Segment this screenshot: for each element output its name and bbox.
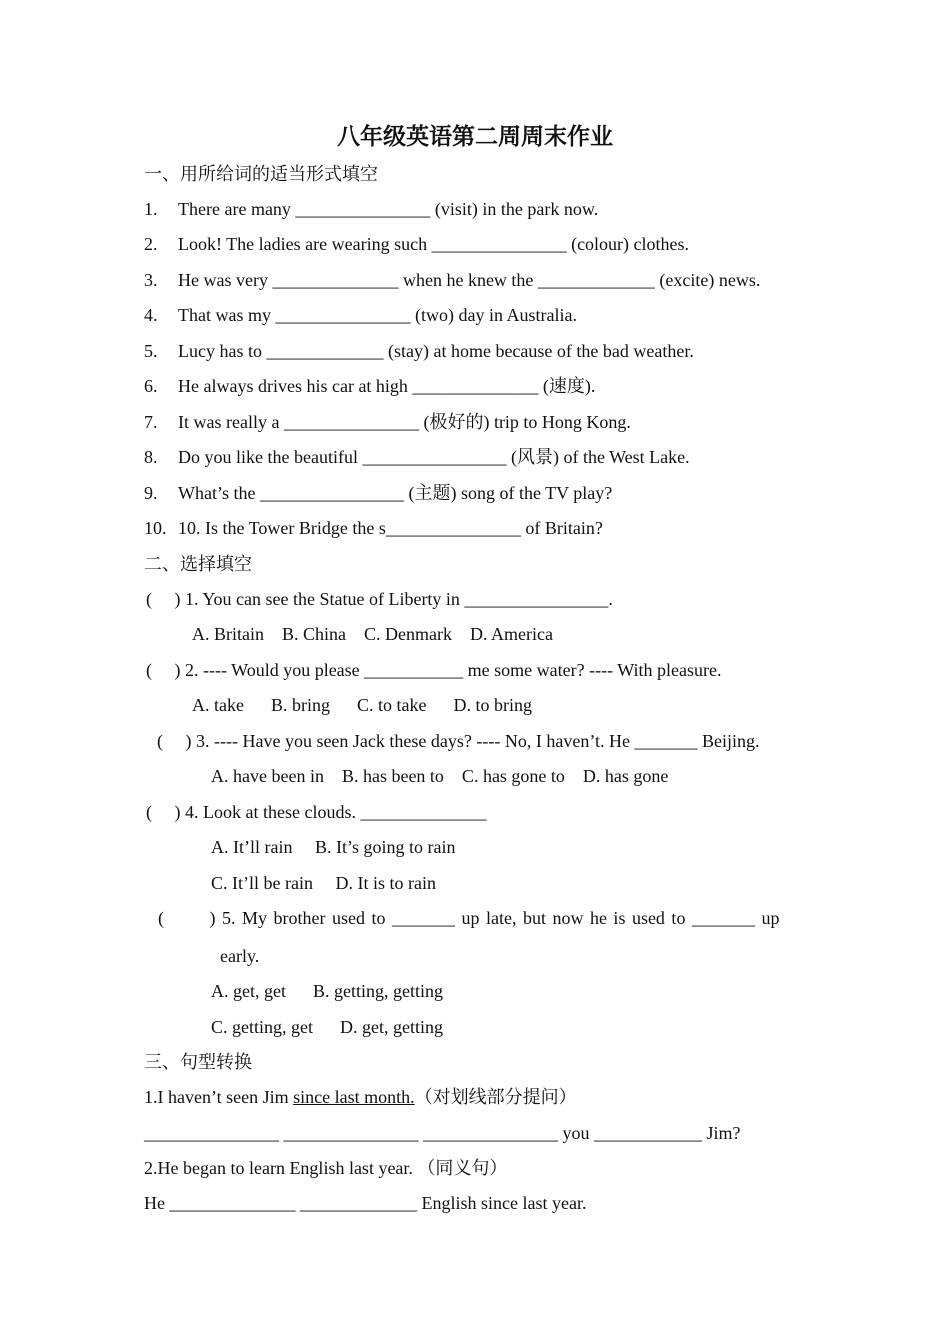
instruction-note: （同义句） [417,1158,508,1178]
mc-options-5a: A. get, get B. getting, getting [211,981,443,1001]
mc-question-5: ( ) 5. My brother used to _______ up late, but now he is used to _______ up [158,908,780,928]
answer-line-2: He ______________ _____________ English since last year. [144,1193,587,1213]
transform-sentence-2 [144,1157,507,1179]
item-text: It was really a _______________ (极好的) trip to Hong Kong. [178,412,631,432]
section-heading-3: 三、句型转换 [144,1052,252,1072]
fill-item-3 [144,269,760,291]
item-number: 8. [144,447,158,467]
mc-question-5-continuation: early. [220,946,260,966]
mc-options-4a: A. It’ll rain B. It’s going to rain [211,837,456,857]
item-text: That was my _______________ (two) day in Australia. [178,305,577,325]
item-number: 6. [144,376,158,396]
item-text: 10. Is the Tower Bridge the s_______________ of Britain? [178,518,603,538]
item-text: Lucy has to _____________ (stay) at home because of the bad weather. [178,341,694,361]
fill-item-2 [144,233,689,255]
fill-item-6 [144,375,595,397]
fill-item-8 [144,446,690,468]
mc-options-1: A. Britain B. China C. Denmark D. America [192,624,553,644]
mc-question-2: ( ) 2. ---- Would you please ___________ me some water? ---- With pleasure. [146,660,722,680]
item-number: 5. [144,341,158,361]
mc-options-4b: C. It’ll be rain D. It is to rain [211,873,436,893]
item-text: There are many _______________ (visit) in the park now. [178,199,599,219]
section-heading-2: 二、选择填空 [144,554,252,574]
mc-options-5b: C. getting, get D. get, getting [211,1017,443,1037]
transform-sentence-1 [144,1086,577,1108]
answer-line-1: _______________ _______________ _______________ you ____________ Jim? [144,1123,741,1143]
item-text: He was very ______________ when he knew the _____________ (excite) news. [178,270,761,290]
sentence-text: 1.I haven’t seen Jim [144,1087,294,1107]
fill-item-5 [144,340,694,362]
sentence-text: 2.He began to learn English last year. [144,1158,413,1178]
instruction-note: （对划线部分提问） [414,1087,577,1107]
item-number: 4. [144,305,158,325]
item-text: What’s the ________________ (主题) song of the TV play? [178,483,613,503]
fill-item-1 [144,198,598,220]
mc-question-4: ( ) 4. Look at these clouds. ______________ [146,802,487,822]
underlined-phrase: since last month. [293,1087,415,1107]
fill-item-10 [144,517,603,539]
mc-options-2: A. take B. bring C. to take D. to bring [192,695,532,715]
item-number: 10. [144,518,167,538]
item-number: 7. [144,412,158,432]
item-number: 1. [144,199,158,219]
item-number: 3. [144,270,158,290]
mc-question-1: ( ) 1. You can see the Statue of Liberty in ________________. [146,589,613,609]
item-number: 9. [144,483,158,503]
item-text: Do you like the beautiful ________________ (风景) of the West Lake. [178,447,690,467]
mc-question-3: ( ) 3. ---- Have you seen Jack these days? ---- No, I haven’t. He _______ Beijing. [157,731,760,751]
item-text: He always drives his car at high ______________ (速度). [178,376,596,396]
item-number: 2. [144,234,158,254]
fill-item-9 [144,482,612,504]
fill-item-4 [144,304,577,326]
mc-options-3: A. have been in B. has been to C. has gone to D. has gone [211,766,669,786]
page-title: 八年级英语第二周周末作业 [337,124,613,149]
fill-item-7 [144,411,631,433]
section-heading-1: 一、用所给词的适当形式填空 [144,164,378,184]
item-text: Look! The ladies are wearing such _______________ (colour) clothes. [178,234,690,254]
